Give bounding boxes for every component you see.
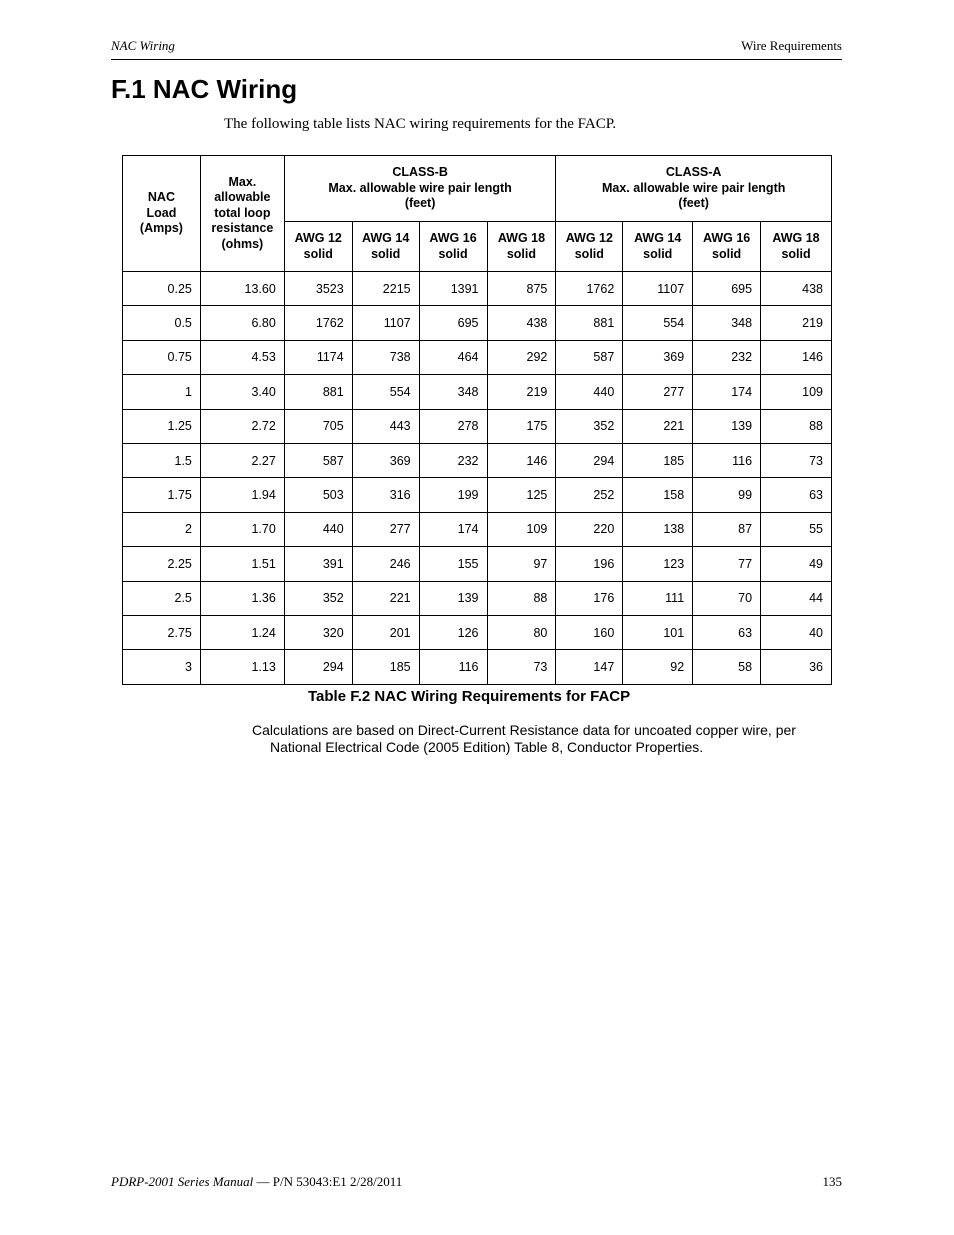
table-cell: 146 — [487, 443, 556, 477]
table-cell: 1.25 — [123, 409, 201, 443]
table-cell: 155 — [419, 547, 487, 581]
table-cell: 391 — [284, 547, 352, 581]
header-line: solid — [506, 246, 537, 261]
table-cell: 1107 — [623, 272, 693, 306]
table-cell: 92 — [623, 650, 693, 684]
table-cell: 1762 — [284, 306, 352, 340]
table-cell: 3 — [123, 650, 201, 684]
table-row — [123, 340, 832, 374]
table-cell: 176 — [556, 581, 623, 615]
header-line: AWG 14 — [634, 231, 682, 245]
table-cell: 1 — [123, 375, 201, 409]
calculation-note: Calculations are based on Direct-Current Resistance data for uncoated copper wire, per National Electrical Code (2005 Edition) Table 8, Conductor Properties. — [252, 722, 796, 755]
table-cell: 123 — [623, 547, 693, 581]
table-cell: 2.25 — [123, 547, 201, 581]
table-row — [123, 375, 832, 409]
table-cell: 294 — [284, 650, 352, 684]
table-cell: 125 — [487, 478, 556, 512]
table-cell: 158 — [623, 478, 693, 512]
nac-wiring-table — [122, 155, 832, 685]
table-row — [123, 512, 832, 546]
table-cell: 1.24 — [200, 615, 284, 649]
table-cell: 1.94 — [200, 478, 284, 512]
table-cell: 1.70 — [200, 512, 284, 546]
table-cell: 252 — [556, 478, 623, 512]
table-cell: 503 — [284, 478, 352, 512]
table-row — [123, 650, 832, 684]
header-line: Max. allowable wire pair length — [601, 180, 786, 195]
table-cell: 0.75 — [123, 340, 201, 374]
table-cell: 294 — [556, 443, 623, 477]
table-cell: 695 — [693, 272, 761, 306]
running-header-left: NAC Wiring — [111, 38, 175, 53]
table-cell: 88 — [761, 409, 832, 443]
table-cell: 88 — [487, 581, 556, 615]
table-cell: 109 — [487, 512, 556, 546]
table-cell: 2215 — [352, 272, 419, 306]
table-cell: 175 — [487, 409, 556, 443]
table-cell: 369 — [352, 443, 419, 477]
table-cell: 63 — [761, 478, 832, 512]
header-line: NAC — [147, 190, 175, 205]
table-cell: 73 — [487, 650, 556, 684]
table-body — [123, 272, 832, 685]
table-cell: 1174 — [284, 340, 352, 374]
awg-header-cell — [284, 222, 352, 272]
table-row — [123, 443, 832, 477]
table-cell: 1.13 — [200, 650, 284, 684]
table-cell: 875 — [487, 272, 556, 306]
table-cell: 587 — [556, 340, 623, 374]
table-cell: 116 — [419, 650, 487, 684]
running-header-right: Wire Requirements — [741, 38, 842, 53]
table-cell: 201 — [352, 615, 419, 649]
table-cell: 881 — [556, 306, 623, 340]
table-row — [123, 272, 832, 306]
header-line: CLASS-B — [392, 165, 448, 180]
table-cell: 316 — [352, 478, 419, 512]
table-cell: 55 — [761, 512, 832, 546]
table-cell: 101 — [623, 615, 693, 649]
header-line: AWG 16 — [702, 231, 751, 245]
table-cell: 1107 — [352, 306, 419, 340]
table-cell: 352 — [284, 581, 352, 615]
table-cell: 705 — [284, 409, 352, 443]
header-line: solid — [712, 246, 742, 261]
table-cell: 58 — [693, 650, 761, 684]
table-cell: 292 — [487, 340, 556, 374]
table-cell: 440 — [556, 375, 623, 409]
table-cell: 232 — [693, 340, 761, 374]
table-cell: 220 — [556, 512, 623, 546]
awg-header-cell — [352, 222, 419, 272]
table-cell: 49 — [761, 547, 832, 581]
table-cell: 80 — [487, 615, 556, 649]
table-cell: 97 — [487, 547, 556, 581]
table-row — [123, 581, 832, 615]
table-cell: 1391 — [419, 272, 487, 306]
header-line: solid — [303, 246, 333, 261]
header-line: solid — [643, 246, 673, 261]
table-cell: 3523 — [284, 272, 352, 306]
header-line: AWG 18 — [772, 231, 820, 245]
table-cell: 0.25 — [123, 272, 201, 306]
table-row — [123, 409, 832, 443]
part-number-date: — P/N 53043:E1 2/28/2011 — [253, 1174, 403, 1189]
table-cell: 219 — [761, 306, 832, 340]
table-cell: 111 — [623, 581, 693, 615]
table-caption: Table F.2 NAC Wiring Requirements for FACP — [308, 688, 631, 705]
table-cell: 126 — [419, 615, 487, 649]
table-cell: 70 — [693, 581, 761, 615]
table-cell: 13.60 — [200, 272, 284, 306]
intro-paragraph: The following table lists NAC wiring requirements for the FACP. — [224, 116, 617, 132]
table-row — [123, 615, 832, 649]
header-line: (feet) — [678, 196, 709, 211]
header-line: allowable — [214, 190, 271, 205]
table-cell: 0.5 — [123, 306, 201, 340]
manual-title: PDRP-2001 Series Manual — [111, 1174, 254, 1189]
table-cell: 3.40 — [200, 375, 284, 409]
header-line: AWG 12 — [294, 231, 342, 245]
running-footer-left — [111, 1174, 402, 1190]
table-cell: 185 — [352, 650, 419, 684]
table-cell: 99 — [693, 478, 761, 512]
table-cell: 87 — [693, 512, 761, 546]
table-cell: 464 — [419, 340, 487, 374]
header-line: (feet) — [404, 196, 436, 211]
table-cell: 695 — [419, 306, 487, 340]
table-cell: 554 — [623, 306, 693, 340]
header-divider — [111, 59, 842, 60]
table-cell: 1.51 — [200, 547, 284, 581]
table-row — [123, 547, 832, 581]
table-cell: 199 — [419, 478, 487, 512]
table-cell: 196 — [556, 547, 623, 581]
header-line: CLASS-A — [665, 165, 722, 180]
table-cell: 6.80 — [200, 306, 284, 340]
header-line: AWG 12 — [565, 231, 613, 245]
table-cell: 1.5 — [123, 443, 201, 477]
table-cell: 174 — [419, 512, 487, 546]
table-cell: 139 — [693, 409, 761, 443]
table-cell: 320 — [284, 615, 352, 649]
header-line: AWG 16 — [429, 231, 477, 245]
header-line: AWG 14 — [362, 231, 410, 245]
section-title: F.1 NAC Wiring — [111, 74, 298, 104]
header-line: Max. allowable wire pair length — [328, 180, 512, 195]
header-line: resistance — [211, 221, 274, 236]
table-cell: 221 — [352, 581, 419, 615]
table-cell: 139 — [419, 581, 487, 615]
class-b-header — [284, 156, 556, 222]
table-cell: 63 — [693, 615, 761, 649]
table-cell: 438 — [487, 306, 556, 340]
table-cell: 185 — [623, 443, 693, 477]
resistance-header — [200, 156, 284, 272]
table-cell: 174 — [693, 375, 761, 409]
header-line: solid — [781, 246, 811, 261]
table-cell: 116 — [693, 443, 761, 477]
table-cell: 443 — [352, 409, 419, 443]
table-cell: 146 — [761, 340, 832, 374]
table-cell: 2 — [123, 512, 201, 546]
table-cell: 219 — [487, 375, 556, 409]
table-cell: 348 — [693, 306, 761, 340]
header-line: (ohms) — [221, 236, 264, 251]
table-cell: 440 — [284, 512, 352, 546]
awg-header-cell — [693, 222, 761, 272]
awg-header-cell — [419, 222, 487, 272]
header-line: solid — [371, 246, 401, 261]
table-cell: 277 — [623, 375, 693, 409]
header-line: total loop — [214, 205, 271, 220]
table-cell: 587 — [284, 443, 352, 477]
table-cell: 278 — [419, 409, 487, 443]
table-row — [123, 478, 832, 512]
awg-header-cell — [623, 222, 693, 272]
header-line: solid — [438, 246, 468, 261]
table-cell: 44 — [761, 581, 832, 615]
table-cell: 881 — [284, 375, 352, 409]
awg-header-cell — [487, 222, 556, 272]
table-cell: 40 — [761, 615, 832, 649]
table-cell: 221 — [623, 409, 693, 443]
table-cell: 147 — [556, 650, 623, 684]
awg-header-cell — [556, 222, 623, 272]
table-cell: 246 — [352, 547, 419, 581]
class-a-header — [556, 156, 832, 222]
table-cell: 2.5 — [123, 581, 201, 615]
table-row — [123, 306, 832, 340]
table-cell: 1.75 — [123, 478, 201, 512]
table-cell: 73 — [761, 443, 832, 477]
table-cell: 4.53 — [200, 340, 284, 374]
table-cell: 1762 — [556, 272, 623, 306]
table-cell: 77 — [693, 547, 761, 581]
table-cell: 138 — [623, 512, 693, 546]
table-cell: 1.36 — [200, 581, 284, 615]
table-cell: 738 — [352, 340, 419, 374]
table-cell: 109 — [761, 375, 832, 409]
table-cell: 352 — [556, 409, 623, 443]
nac-load-header — [123, 156, 201, 272]
table-cell: 160 — [556, 615, 623, 649]
table-cell: 2.75 — [123, 615, 201, 649]
header-line: (Amps) — [139, 221, 183, 236]
table-cell: 2.27 — [200, 443, 284, 477]
table-cell: 232 — [419, 443, 487, 477]
page-number: 135 — [822, 1174, 842, 1189]
header-line: solid — [574, 246, 604, 261]
header-line: AWG 18 — [497, 231, 546, 245]
table-cell: 554 — [352, 375, 419, 409]
table-cell: 348 — [419, 375, 487, 409]
header-line: Load — [146, 205, 177, 220]
table-cell: 438 — [761, 272, 832, 306]
table-cell: 2.72 — [200, 409, 284, 443]
awg-header-cell — [761, 222, 832, 272]
header-line: Max. — [228, 174, 257, 189]
table-cell: 277 — [352, 512, 419, 546]
table-cell: 369 — [623, 340, 693, 374]
table-cell: 36 — [761, 650, 832, 684]
